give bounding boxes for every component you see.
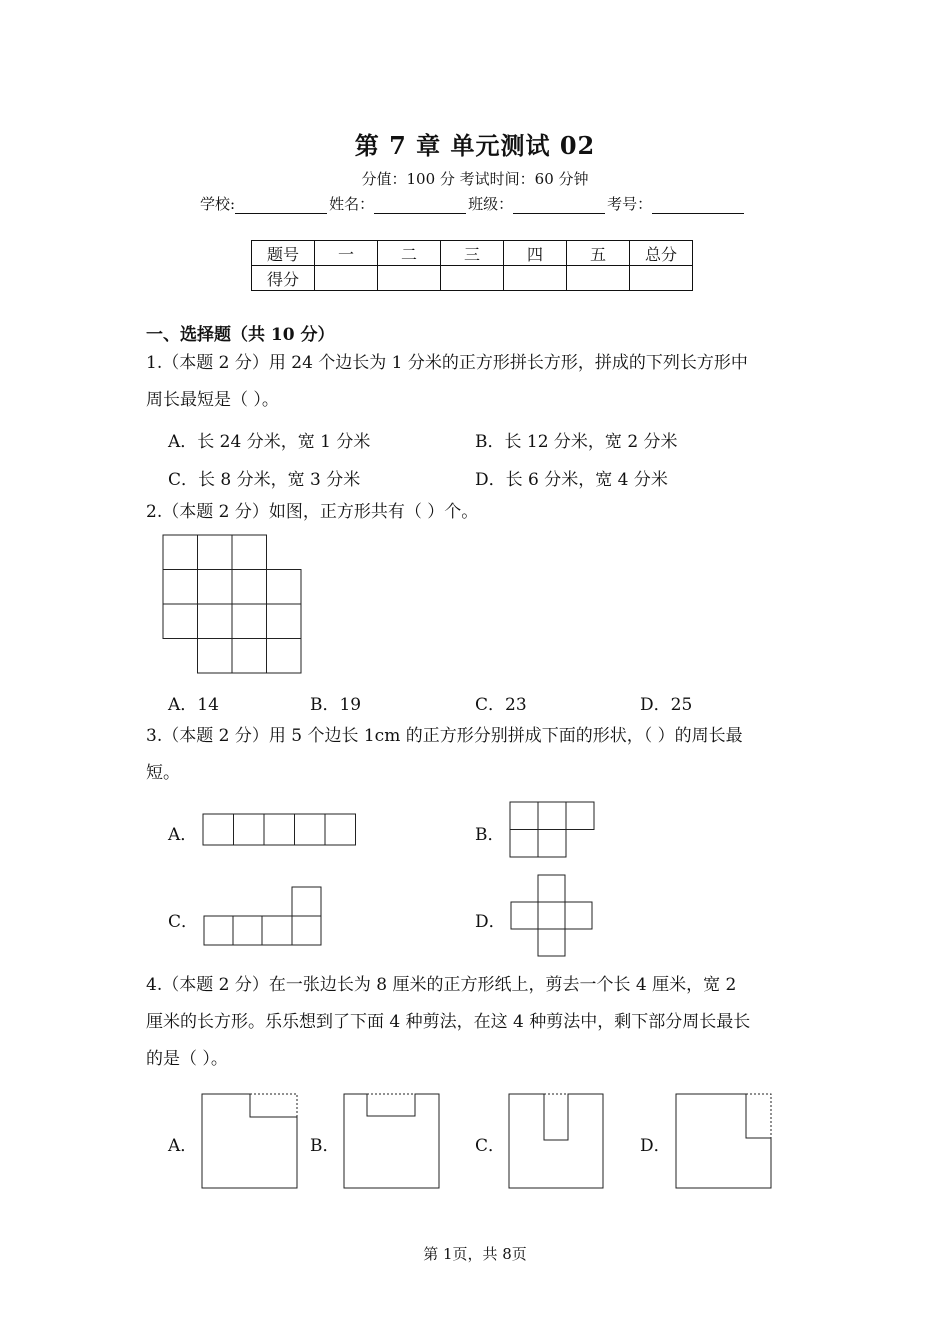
name-blank[interactable] xyxy=(374,199,466,214)
q3-label-b[interactable]: B． xyxy=(475,825,505,845)
exam-meta: 分值：100 分 考试时间：60 分钟 xyxy=(361,170,589,188)
score-cell[interactable] xyxy=(441,266,504,291)
q4-shape-d xyxy=(674,1092,774,1190)
table-cell: 二 xyxy=(378,241,441,266)
q2-option-b[interactable]: B．19 xyxy=(310,695,362,715)
section-title: 一、选择题（共 10 分） xyxy=(146,325,335,345)
q3-shape-a xyxy=(202,813,358,847)
q2-option-c[interactable]: C．23 xyxy=(475,695,527,715)
q3-shape-c xyxy=(202,886,324,948)
score-table-header-row xyxy=(252,241,693,266)
q2-grid-figure xyxy=(162,534,304,676)
table-cell: 四 xyxy=(504,241,567,266)
q3-label-c[interactable]: C． xyxy=(168,912,199,932)
class-blank[interactable] xyxy=(513,199,605,214)
name-label: 姓名： xyxy=(329,195,375,213)
q2-line1: 2.（本题 2 分）如图，正方形共有（ ）个。 xyxy=(146,502,479,522)
q4-label-d[interactable]: D． xyxy=(640,1136,671,1156)
score-table xyxy=(251,240,693,291)
q1-option-d[interactable]: D．长 6 分米，宽 4 分米 xyxy=(475,470,668,490)
table-cell: 总分 xyxy=(630,241,693,266)
page-footer: 第 1页，共 8页 xyxy=(423,1245,527,1263)
q1-option-a[interactable]: A．长 24 分米，宽 1 分米 xyxy=(168,432,371,452)
q4-line3: 的是（ ）。 xyxy=(146,1049,228,1069)
table-cell: 一 xyxy=(315,241,378,266)
school-blank[interactable] xyxy=(235,199,327,214)
q3-line2: 短。 xyxy=(146,763,180,783)
score-cell[interactable] xyxy=(378,266,441,291)
score-cell[interactable] xyxy=(567,266,630,291)
class-label: 班级： xyxy=(468,195,514,213)
score-cell[interactable] xyxy=(315,266,378,291)
q3-label-d[interactable]: D． xyxy=(475,912,506,932)
q2-option-a[interactable]: A．14 xyxy=(168,695,219,715)
q3-shape-b xyxy=(509,801,597,859)
table-cell: 题号 xyxy=(252,241,315,266)
score-cell[interactable] xyxy=(630,266,693,291)
number-blank[interactable] xyxy=(652,199,744,214)
q3-shape-d xyxy=(509,874,595,958)
q1-option-c[interactable]: C．长 8 分米，宽 3 分米 xyxy=(168,470,361,490)
q4-line2: 厘米的长方形。乐乐想到了下面 4 种剪法，在这 4 种剪法中，剩下部分周长最长 xyxy=(146,1012,751,1032)
number-label: 考号： xyxy=(607,195,653,213)
q3-line1: 3.（本题 2 分）用 5 个边长 1cm 的正方形分别拼成下面的形状，（ ）的周长最 xyxy=(146,726,743,746)
score-cell[interactable] xyxy=(504,266,567,291)
q4-shape-b xyxy=(342,1092,442,1190)
q4-shape-a xyxy=(200,1092,300,1190)
q2-option-d[interactable]: D．25 xyxy=(640,695,693,715)
q4-label-c[interactable]: C． xyxy=(475,1136,506,1156)
q4-label-b[interactable]: B． xyxy=(310,1136,340,1156)
table-cell: 三 xyxy=(441,241,504,266)
q1-option-b[interactable]: B．长 12 分米，宽 2 分米 xyxy=(475,432,678,452)
school-label: 学校: xyxy=(200,195,236,213)
q3-label-a[interactable]: A． xyxy=(168,825,198,845)
score-table-score-row xyxy=(252,266,693,291)
q4-shape-c xyxy=(507,1092,607,1190)
q4-line1: 4.（本题 2 分）在一张边长为 8 厘米的正方形纸上，剪去一个长 4 厘米，宽 2 xyxy=(146,975,737,995)
q1-line2: 周长最短是（ ）。 xyxy=(146,390,279,410)
table-cell: 得分 xyxy=(252,266,315,291)
student-info-line xyxy=(200,193,746,214)
q4-label-a[interactable]: A． xyxy=(168,1136,198,1156)
page-title: 第 7 章 单元测试 02 xyxy=(354,131,596,160)
q1-line1: 1.（本题 2 分）用 24 个边长为 1 分米的正方形拼长方形，拼成的下列长方形中 xyxy=(146,353,748,373)
table-cell: 五 xyxy=(567,241,630,266)
